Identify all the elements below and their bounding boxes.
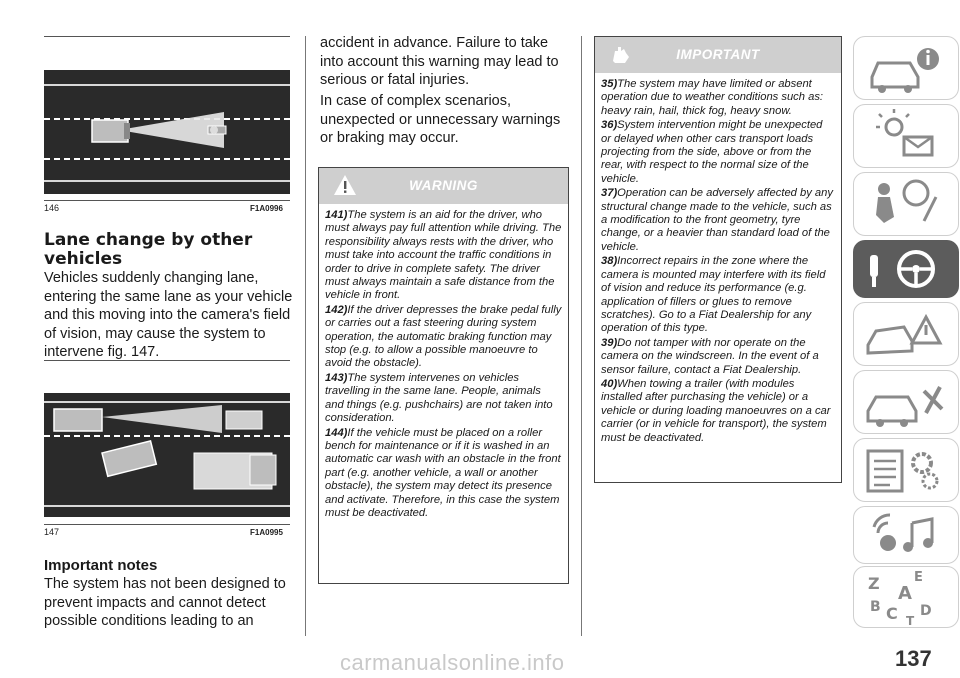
road-illustration [44,393,290,517]
important-box-title: IMPORTANT [676,47,760,62]
road-illustration [44,70,290,194]
alphabetical-index-icon [854,567,958,627]
key-steering-wheel-icon [854,241,958,297]
dashboard-lights-icon [854,105,958,167]
svg-text:B: B [870,599,881,615]
note-item: 142)If the driver depresses the brake pedal fully or carries out a fast steering during system operation, the automatic braking function may stop (e.g. to allow a possible manoeuvre to avoid the obstacle). [325,303,562,370]
tab-key-steering-wheel[interactable] [853,240,959,298]
car-service-icon [854,371,958,433]
svg-text:D: D [920,603,932,619]
tab-multimedia[interactable] [853,506,959,564]
warning-box-title: WARNING [409,178,478,193]
svg-text:Z: Z [868,574,880,593]
svg-text:T: T [906,614,915,627]
svg-text:C: C [886,604,898,623]
top-rule [44,36,290,37]
page-number: 137 [895,646,932,671]
section-body-important-notes: The system has not been designed to prevent impacts and cannot detect possible conditions leading to an [44,576,286,630]
svg-text:E: E [914,570,923,585]
note-item: 141)The system is an aid for the driver, who must always pay full attention while driving. The responsibility always rests with the driver, who must take into account the traffic conditions in order to drive in complete safety. The driver must always maintain a safe distance from the vehicle in front. [325,209,562,302]
note-item: 38)Incorrect repairs in the zone where the camera is mounted may interfere with its field of vision and reduce its performance (e.g. application of fillers or glues to remove scratches). Go to a Fiat Dealership for any operation of this type. [601,255,826,335]
checklist-gear-icon [854,439,958,501]
section-title-important-notes: Important notes [44,557,158,574]
tab-car-service[interactable] [853,370,959,434]
note-item: 144)If the vehicle must be placed on a roller bench for maintenance or if it is washed in an automatic car wash with an obstacle in the front part (e.g. another vehicle, a wall or another obstacle), the system may detect its presence and activate. Therefore, in this case the system must be deactivated. [325,426,561,519]
svg-text:A: A [898,583,912,604]
warning-box-header [319,168,568,204]
multimedia-icon [854,507,958,563]
section-body-lane-change: Vehicles suddenly changing lane, entering the same lane as your vehicle and this moving into the camera's field of vision, may cause the system to intervene fig. 147. [44,270,293,361]
figure-code: F1A0995 [250,528,283,537]
note-item: 143)The system intervenes on vehicles travelling in the same lane. People, animals and things (e.g. pushchairs) are not taken into consideration. [325,371,553,425]
important-box [594,36,842,483]
tab-checklist-gear[interactable] [853,438,959,502]
warning-box [318,167,569,584]
tab-alphabetical-index[interactable] [853,566,959,628]
column-divider [305,36,306,636]
note-item: 37)Operation can be adversely affected by any structural change made to the vehicle, such as a modification to the front geometry, tyre change, or a heavier than standard load of the vehicle. [601,187,833,253]
section-title-lane-change: Lane change by other vehicles [44,230,253,269]
figure-code: F1A0996 [250,204,283,213]
note-item: 39)Do not tamper with nor operate on the camera on the windscreen. In the event of a sensor failure, contact a Fiat Dealership. [601,336,819,376]
tab-car-info[interactable] [853,36,959,100]
lane-change-scene-illustration [44,393,290,517]
tab-dashboard-lights[interactable] [853,104,959,168]
section-body-complex-scenarios: In case of complex scenarios, unexpected or unnecessary warnings or braking may occur. [320,93,561,147]
important-notes [595,73,841,450]
column-divider [581,36,582,636]
note-item: 36)System intervention might be unexpected or delayed when other cars transport loads projecting from the side, above or from the rear, with respect to the normal size of the vehicle. [601,119,823,185]
tab-car-crash-warning[interactable] [853,302,959,366]
section-body-continued: accident in advance. Failure to take into account this warning may lead to serious or fatal injuries. [320,35,559,89]
watermark-text: carmanualsonline.info [340,650,565,675]
note-item: 40)When towing a trailer (with modules installed after purchasing the vehicle) or a vehicle or during loading manoeuvres on a car carrier (or in vehicle for transport), the system must be deactivated. [601,377,831,444]
airbag-seat-icon [854,173,958,235]
warning-notes [319,204,568,525]
note-item: 35)The system may have limited or absent operation due to weather conditions such as: heavy rain, hail, thick fog, heavy snow. [601,78,824,117]
car-crash-warning-icon [854,303,958,365]
tab-airbag-seat[interactable] [853,172,959,236]
figure-number: 147 [44,527,60,537]
lane-scene-illustration [44,70,290,194]
important-box-header [595,37,841,73]
car-info-icon [854,37,958,99]
figure-number: 146 [44,203,60,213]
